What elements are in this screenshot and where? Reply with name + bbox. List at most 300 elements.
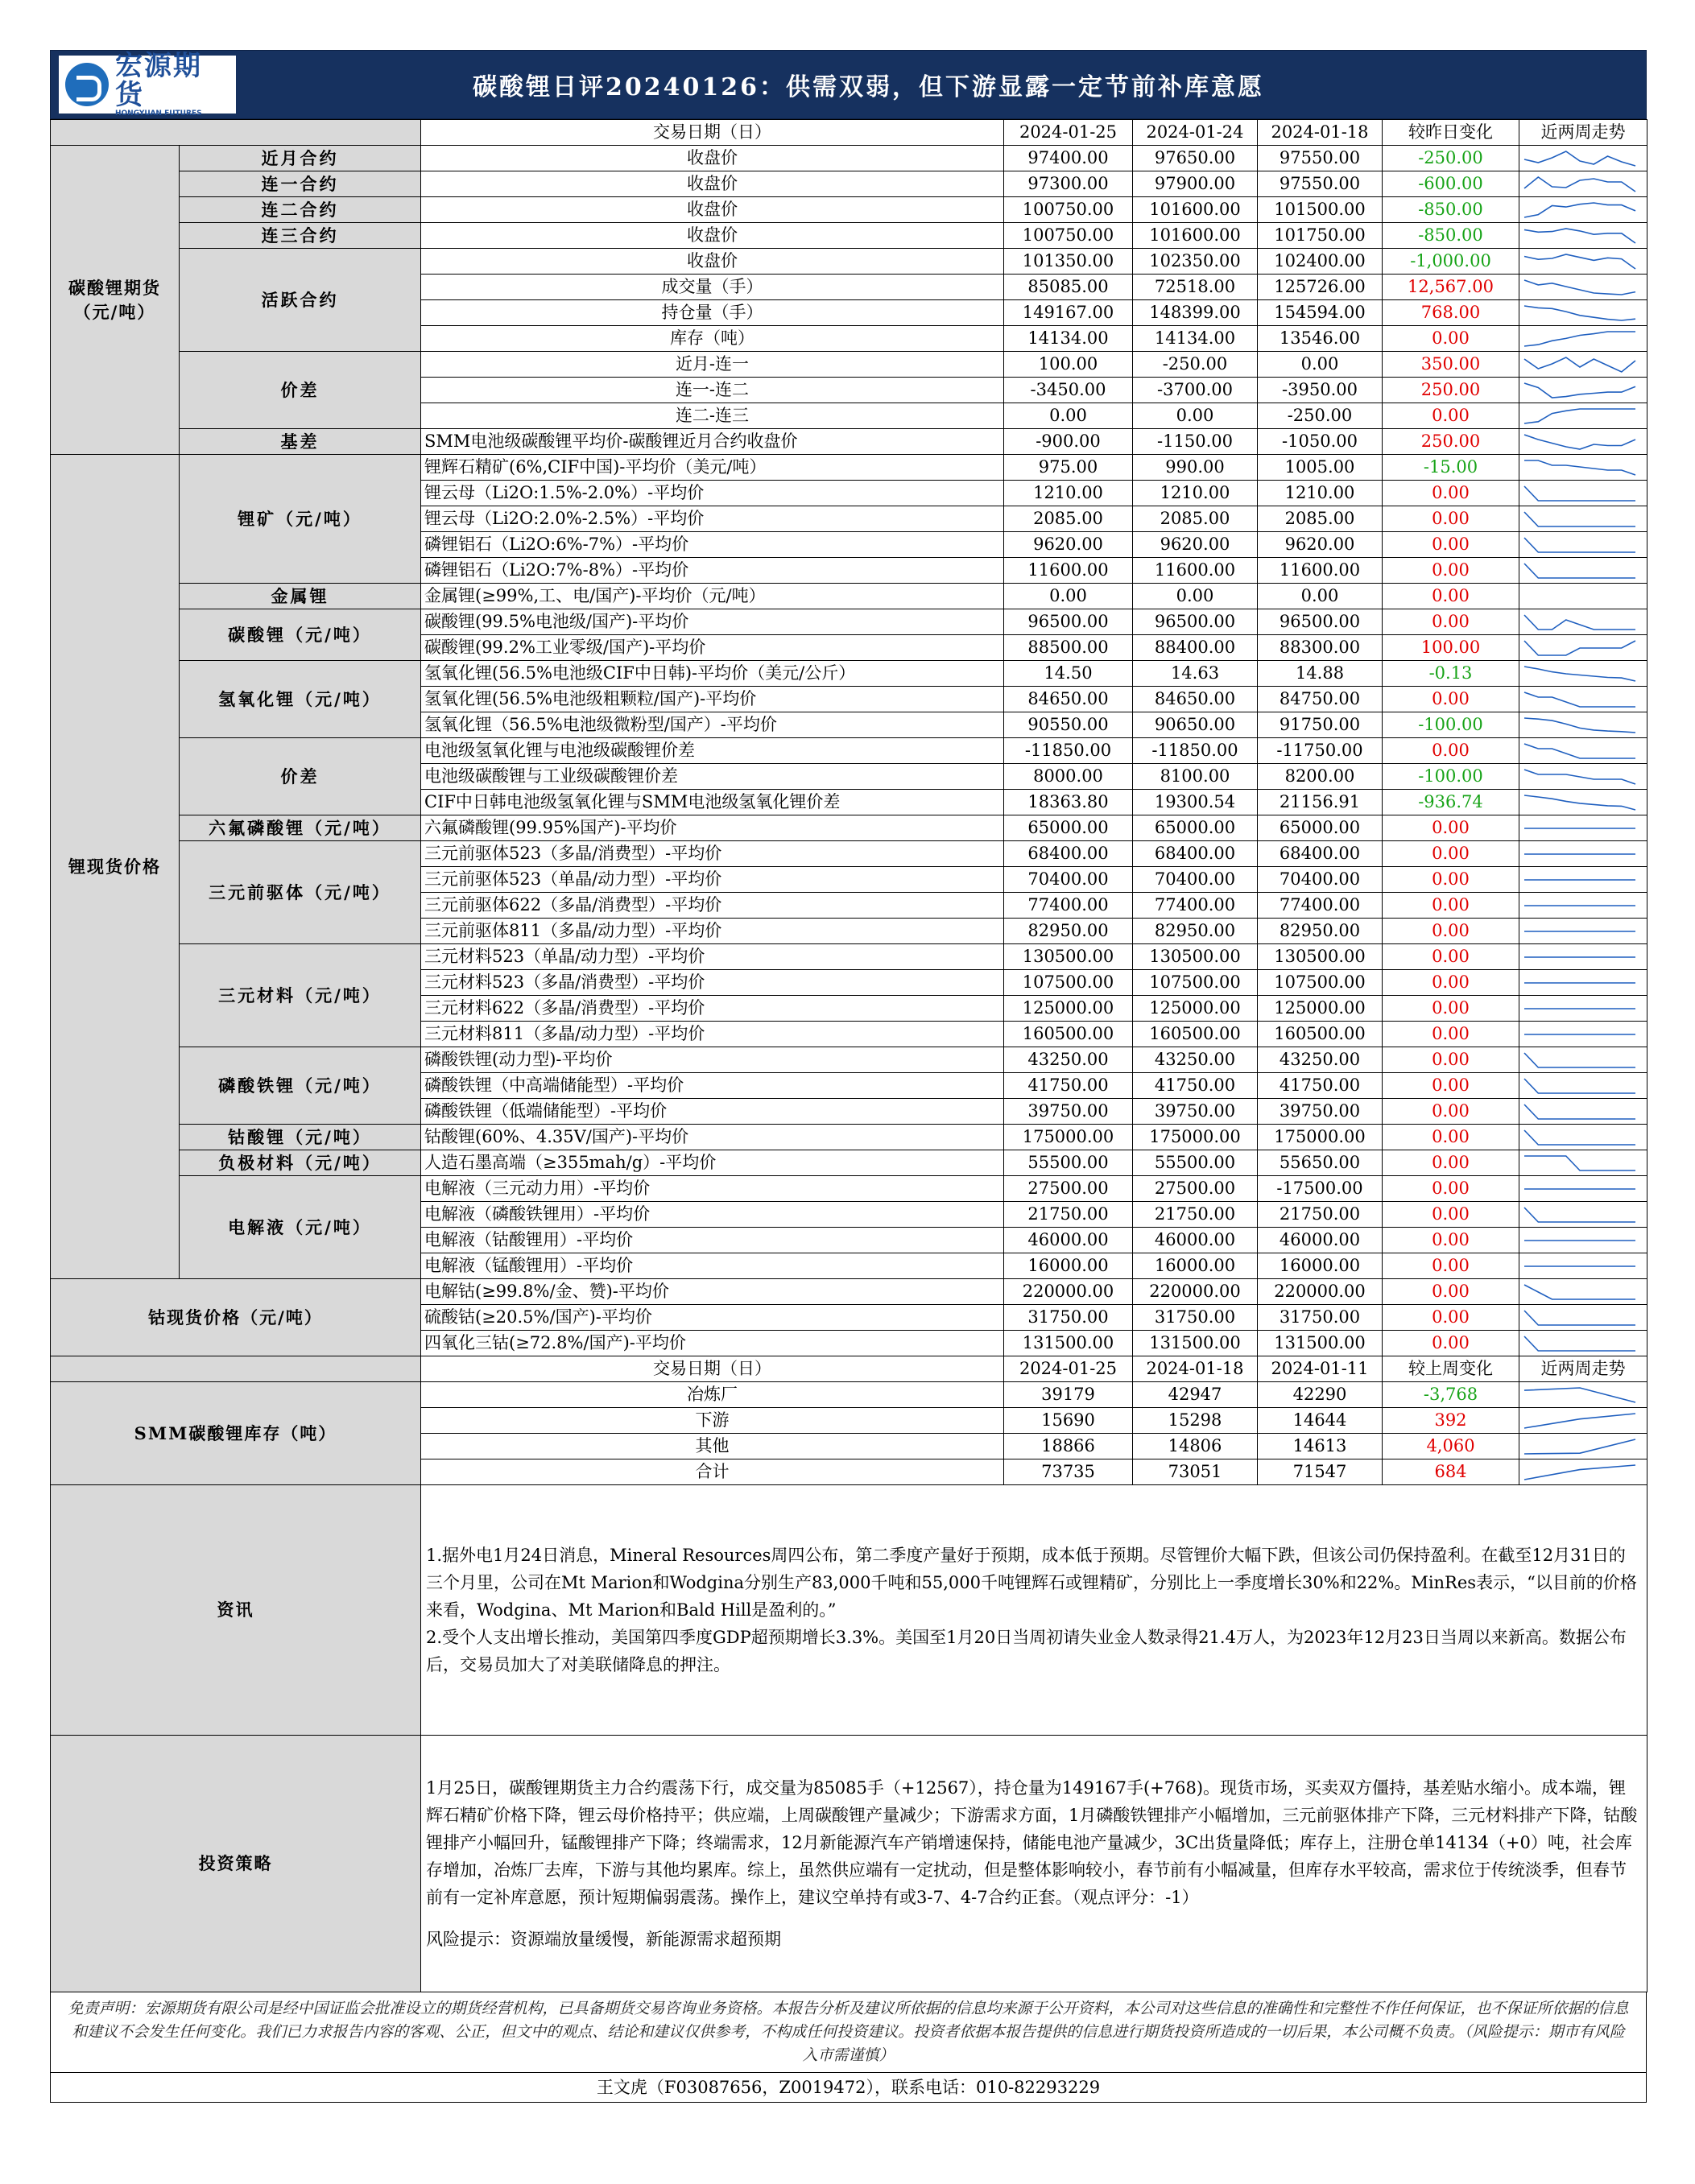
value-date1: 220000.00 [1004,1279,1133,1305]
value-date2: 131500.00 [1133,1331,1258,1356]
sparkline-cell [1519,919,1647,944]
sparkline-chart [1519,1203,1640,1226]
value-date2: 97900.00 [1133,171,1258,197]
value-date1: 125000.00 [1004,996,1133,1022]
sparkline-cell [1519,1228,1647,1253]
sparkline-series [1524,254,1635,269]
sparkline-chart [1519,353,1640,376]
table-row [51,609,1647,635]
sparkline-series [1524,1311,1635,1325]
sparkline-chart [1519,791,1640,814]
header-trend: 近两周走势 [1519,1356,1647,1382]
sparkline-series [1524,151,1635,166]
change-value: 0.00 [1383,1331,1519,1356]
item-label: 电解液（三元动力用）-平均价 [421,1176,1004,1202]
change-value: 0.00 [1383,326,1519,352]
table-row [51,1125,1647,1150]
value-date3: 2085.00 [1258,506,1383,532]
sparkline-cell [1519,815,1647,841]
value-date1: 70400.00 [1004,867,1133,893]
value-date1: 27500.00 [1004,1176,1133,1202]
sparkline-cell [1519,326,1647,352]
value-date1: 73735 [1004,1459,1133,1485]
value-date1: 100750.00 [1004,223,1133,249]
sparkline-series [1524,1285,1635,1299]
value-date3: 0.00 [1258,584,1383,609]
value-date3: -1050.00 [1258,429,1383,455]
sparkline-series [1524,512,1635,526]
sparkline-cell [1519,687,1647,712]
sparkline-cell [1519,455,1647,481]
sparkline-cell [1519,481,1647,506]
sparkline-series [1524,615,1635,630]
item-label: 三元前驱体811（多晶/动力型）-平均价 [421,919,1004,944]
sparkline-cell [1519,197,1647,223]
header-blank [51,120,421,146]
news-paragraph-2: 2.受个人支出增长推动，美国第四季度GDP超预期增长3.3%。美国至1月20日当周初请失业金人数录得21.4万人，为2023年12月23日当周以来新高。数据公布后，交易员加大了对美联储降息的押注。 [426,1628,1627,1674]
item-label: 锂辉石精矿(6%,CIF中国)-平均价（美元/吨） [421,455,1004,481]
disclaimer: 免责声明：宏源期货有限公司是经中国证监会批准设立的期货经营机构，已具备期货交易咨询业务资格。本报告分析及建议所依据的信息均来源于公开资料，本公司对这些信息的准确性和完整性不作任何保证，也不保证所依据的信息和建议不会发生任何变化。我们已力求报告内容的客观、公正，但文中的观点、结论和建议仅供参考，不构成任何投资建议。投资者依据本报告提供的信息进行期货投资所造成的一切后果，本公司概不负责。（风险提示：期市有风险 入市需谨慎） [50,1992,1647,2073]
contact-info: 王文虎（F03087656，Z0019472），联系电话：010-82293229 [50,2073,1647,2103]
sparkline-chart [1519,946,1640,968]
sparkline-cell [1519,944,1647,970]
item-label: 三元材料523（单晶/动力型）-平均价 [421,944,1004,970]
item-label: 三元材料523（多晶/消费型）-平均价 [421,970,1004,996]
sparkline-series [1524,1439,1635,1454]
value-date1: 68400.00 [1004,841,1133,867]
sparkline-series [1524,486,1635,501]
value-date1: 14134.00 [1004,326,1133,352]
item-label: 硫酸钴(≥20.5%/国产)-平均价 [421,1305,1004,1331]
item-label: 库存（吨） [421,326,1004,352]
sparkline-series [1524,435,1635,449]
sparkline-chart [1519,1332,1640,1355]
sparkline-series [1524,357,1635,372]
value-date2: 72518.00 [1133,275,1258,300]
change-value: -3,768 [1383,1382,1519,1408]
sparkline-series [1524,1104,1635,1119]
value-date1: 100750.00 [1004,197,1133,223]
sparkline-cell [1519,738,1647,764]
subcategory-label: 负极材料（元/吨） [180,1150,421,1176]
sparkline-chart [1519,559,1640,582]
sparkline-series [1524,1208,1635,1222]
news-label: 资讯 [51,1485,421,1736]
value-date3: 13546.00 [1258,326,1383,352]
sparkline-chart [1519,894,1640,917]
change-value: 0.00 [1383,532,1519,558]
value-date3: 1210.00 [1258,481,1383,506]
sparkline-chart [1519,1229,1640,1252]
value-date3: 14644 [1258,1408,1383,1434]
change-value: 0.00 [1383,1099,1519,1125]
change-value: 0.00 [1383,1176,1519,1202]
value-date1: -3450.00 [1004,378,1133,403]
change-value: -850.00 [1383,197,1519,223]
value-date3: 101500.00 [1258,197,1383,223]
value-date1: 975.00 [1004,455,1133,481]
value-date3: 88300.00 [1258,635,1383,661]
table-row [51,944,1647,970]
value-date1: 18866 [1004,1434,1133,1459]
company-logo [59,49,236,118]
table-row [51,455,1647,481]
value-date3: 16000.00 [1258,1253,1383,1279]
sparkline-chart [1519,1435,1640,1458]
change-value: 0.00 [1383,1125,1519,1150]
header-change: 较昨日变化 [1383,120,1519,146]
item-label: 成交量（手） [421,275,1004,300]
sparkline-chart [1519,972,1640,994]
value-date2: 46000.00 [1133,1228,1258,1253]
value-date2: 43250.00 [1133,1047,1258,1073]
sparkline-chart [1519,250,1640,273]
data-table [50,119,1647,1992]
change-value: 0.00 [1383,996,1519,1022]
table-header-row [51,1356,1647,1382]
sparkline-chart [1519,431,1640,453]
value-date2: 148399.00 [1133,300,1258,326]
item-label: 锂云母（Li2O:1.5%-2.0%）-平均价 [421,481,1004,506]
sparkline-chart [1519,276,1640,299]
strategy-content [421,1736,1647,1992]
item-label: 磷酸铁锂（中高端储能型）-平均价 [421,1073,1004,1099]
value-date1: -11850.00 [1004,738,1133,764]
sparkline-cell [1519,970,1647,996]
sparkline-chart [1519,199,1640,221]
value-date1: 85085.00 [1004,275,1133,300]
sparkline-chart [1519,869,1640,891]
sparkline-chart [1519,534,1640,556]
table-row [51,429,1647,455]
value-date1: 130500.00 [1004,944,1133,970]
item-label: 电解钴(≥99.8%/金、赞)-平均价 [421,1279,1004,1305]
value-date1: 9620.00 [1004,532,1133,558]
header-blank [51,1356,421,1382]
value-date2: 55500.00 [1133,1150,1258,1176]
value-date2: 68400.00 [1133,841,1258,867]
value-date2: 175000.00 [1133,1125,1258,1150]
change-value: 0.00 [1383,893,1519,919]
value-date3: 82950.00 [1258,919,1383,944]
value-date3: 97550.00 [1258,171,1383,197]
item-label: 氢氧化锂(56.5%电池级CIF中日韩)-平均价（美元/公斤） [421,661,1004,687]
sparkline-chart [1519,997,1640,1020]
sparkline-chart [1519,405,1640,427]
change-value: -250.00 [1383,146,1519,171]
sparkline-chart [1519,843,1640,865]
item-label: CIF中日韩电池级氢氧化锂与SMM电池级氢氧化锂价差 [421,790,1004,815]
value-date1: 8000.00 [1004,764,1133,790]
value-date1: 107500.00 [1004,970,1133,996]
sparkline-cell [1519,1279,1647,1305]
value-date1: 15690 [1004,1408,1133,1434]
value-date2: 21750.00 [1133,1202,1258,1228]
table-row [51,171,1647,197]
value-date2: 0.00 [1133,403,1258,429]
subcategory-label: 六氟磷酸锂（元/吨） [180,815,421,841]
value-date2: 14.63 [1133,661,1258,687]
value-date3: 77400.00 [1258,893,1383,919]
sparkline-cell [1519,378,1647,403]
table-row [51,584,1647,609]
item-label: 三元材料622（多晶/消费型）-平均价 [421,996,1004,1022]
sparkline-cell [1519,146,1647,171]
sparkline-cell [1519,223,1647,249]
sparkline-series [1524,718,1635,733]
value-date3: 39750.00 [1258,1099,1383,1125]
item-label: 碳酸锂(99.2%工业零级/国产)-平均价 [421,635,1004,661]
sparkline-chart [1519,637,1640,659]
sparkline-series [1524,280,1635,295]
header-date-label: 交易日期（日） [421,120,1004,146]
value-date3: 107500.00 [1258,970,1383,996]
sparkline-chart [1519,585,1640,608]
value-date2: 9620.00 [1133,532,1258,558]
value-date1: 55500.00 [1004,1150,1133,1176]
subcategory-label: 价差 [180,352,421,429]
sparkline-series [1524,460,1635,475]
table-row [51,1736,1647,1992]
value-date2: 15298 [1133,1408,1258,1434]
change-value: 0.00 [1383,1253,1519,1279]
item-label: 磷锂铝石（Li2O:6%-7%）-平均价 [421,532,1004,558]
change-value: 0.00 [1383,867,1519,893]
change-value: 12,567.00 [1383,275,1519,300]
sparkline-series [1524,1156,1635,1170]
value-date1: 84650.00 [1004,687,1133,712]
sparkline-chart [1519,714,1640,737]
value-date1: 82950.00 [1004,919,1133,944]
value-date3: 8200.00 [1258,764,1383,790]
value-date2: 88400.00 [1133,635,1258,661]
change-value: 0.00 [1383,687,1519,712]
item-label: 电解液（锰酸锂用）-平均价 [421,1253,1004,1279]
change-value: 0.00 [1383,1073,1519,1099]
table-row [51,661,1647,687]
change-value: -936.74 [1383,790,1519,815]
value-date2: 990.00 [1133,455,1258,481]
value-date3: 102400.00 [1258,249,1383,275]
table-row [51,197,1647,223]
value-date3: 9620.00 [1258,532,1383,558]
value-date2: 14806 [1133,1434,1258,1459]
sparkline-series [1524,409,1635,423]
sparkline-cell [1519,275,1647,300]
value-date1: 96500.00 [1004,609,1133,635]
news-content [421,1485,1647,1736]
value-date3: 11600.00 [1258,558,1383,584]
table-row [51,815,1647,841]
sparkline-series [1524,564,1635,578]
sparkline-cell [1519,1331,1647,1356]
value-date3: 1005.00 [1258,455,1383,481]
value-date3: 130500.00 [1258,944,1383,970]
category-cobalt: 钴现货价格（元/吨） [51,1279,421,1356]
table-row [51,223,1647,249]
change-value: 0.00 [1383,1228,1519,1253]
sparkline-series [1524,1130,1635,1145]
subcategory-label: 金属锂 [180,584,421,609]
value-date3: 14.88 [1258,661,1383,687]
sparkline-series [1524,770,1635,784]
item-label: 持仓量（手） [421,300,1004,326]
change-value: -100.00 [1383,764,1519,790]
sparkline-chart [1519,766,1640,788]
sparkline-cell [1519,1459,1647,1485]
item-label: 金属锂(≥99%,工、电/国产)-平均价（元/吨） [421,584,1004,609]
header-date3: 2024-01-11 [1258,1356,1383,1382]
change-value: 0.00 [1383,1202,1519,1228]
header-date3: 2024-01-18 [1258,120,1383,146]
value-date2: 160500.00 [1133,1022,1258,1047]
value-date2: 125000.00 [1133,996,1258,1022]
value-date2: 27500.00 [1133,1176,1258,1202]
value-date3: 46000.00 [1258,1228,1383,1253]
sparkline-chart [1519,508,1640,531]
value-date1: 14.50 [1004,661,1133,687]
change-value: -15.00 [1383,455,1519,481]
value-date3: 55650.00 [1258,1150,1383,1176]
logo-cn-text: 宏源期货 [115,49,202,111]
value-date2: -3700.00 [1133,378,1258,403]
sparkline-cell [1519,1125,1647,1150]
item-label: 电池级氢氧化锂与电池级碳酸锂价差 [421,738,1004,764]
item-label: 连一-连二 [421,378,1004,403]
table-row [51,1485,1647,1736]
sparkline-cell [1519,841,1647,867]
change-value: -1,000.00 [1383,249,1519,275]
value-date2: 14134.00 [1133,326,1258,352]
subcategory-label: 三元材料（元/吨） [180,944,421,1047]
sparkline-series [1524,538,1635,552]
value-date3: -11750.00 [1258,738,1383,764]
change-value: 0.00 [1383,1279,1519,1305]
item-label: 四氧化三钴(≥72.8%/国产)-平均价 [421,1331,1004,1356]
sparkline-chart [1519,379,1640,402]
sparkline-series [1524,795,1635,810]
item-label: 电池级碳酸锂与工业级碳酸锂价差 [421,764,1004,790]
value-date2: 84650.00 [1133,687,1258,712]
value-date3: 71547 [1258,1459,1383,1485]
change-value: 100.00 [1383,635,1519,661]
sparkline-series [1524,641,1635,655]
value-date2: 101600.00 [1133,197,1258,223]
sparkline-chart [1519,1410,1640,1432]
table-row [51,249,1647,275]
value-date1: 1210.00 [1004,481,1133,506]
change-value: 250.00 [1383,429,1519,455]
sparkline-cell [1519,1022,1647,1047]
change-value: 684 [1383,1459,1519,1485]
table-row [51,1150,1647,1176]
sparkline-chart [1519,1152,1640,1175]
item-label: 钴酸锂(60%、4.35V/国产)-平均价 [421,1125,1004,1150]
value-date3: 31750.00 [1258,1305,1383,1331]
subcategory-label: 活跃合约 [180,249,421,352]
sparkline-chart [1519,1075,1640,1097]
value-date3: 70400.00 [1258,867,1383,893]
value-date3: 43250.00 [1258,1047,1383,1073]
value-date3: 65000.00 [1258,815,1383,841]
table-row [51,738,1647,764]
item-label: 人造石墨高端（≥355mah/g）-平均价 [421,1150,1004,1176]
logo-icon [65,63,109,106]
change-value: 0.00 [1383,970,1519,996]
value-date1: 41750.00 [1004,1073,1133,1099]
sparkline-chart [1519,817,1640,840]
value-date3: 0.00 [1258,352,1383,378]
value-date1: 100.00 [1004,352,1133,378]
value-date2: 39750.00 [1133,1099,1258,1125]
value-date2: 41750.00 [1133,1073,1258,1099]
item-label: 收盘价 [421,146,1004,171]
value-date3: 14613 [1258,1434,1383,1459]
category-futures: 碳酸锂期货（元/吨） [51,146,180,455]
value-date2: 82950.00 [1133,919,1258,944]
sparkline-chart [1519,456,1640,479]
value-date1: 65000.00 [1004,815,1133,841]
change-value: 0.00 [1383,1022,1519,1047]
table-row [51,1279,1647,1305]
change-value: 350.00 [1383,352,1519,378]
value-date2: 101600.00 [1133,223,1258,249]
strategy-label: 投资策略 [51,1736,421,1992]
news-paragraph-1: 1.据外电1月24日消息，Mineral Resources周四公布，第二季度产量好于预期，成本低于预期。尽管锂价大幅下跌，但该公司仍保持盈利。在截至12月31日的三个月里，公司在Mt Marion和Wodgina分别生产83,000千吨和55,000千吨锂辉石或锂精矿，分别比上一季度增长30%和22%。MinRes表示，“以目前的价格来看，Wodgina、Mt Marion和Bald Hill是盈利的。” [426,1546,1637,1620]
change-value: 0.00 [1383,1150,1519,1176]
sparkline-cell [1519,1202,1647,1228]
value-date1: 97400.00 [1004,146,1133,171]
sparkline-cell [1519,1253,1647,1279]
sparkline-chart [1519,1384,1640,1406]
value-date1: 0.00 [1004,403,1133,429]
sparkline-chart [1519,663,1640,685]
sparkline-cell [1519,712,1647,738]
sparkline-chart [1519,1100,1640,1123]
sparkline-cell [1519,635,1647,661]
subcategory-label: 连二合约 [180,197,421,223]
sparkline-cell [1519,584,1647,609]
table-header-row [51,120,1647,146]
item-label: SMM电池级碳酸锂平均价-碳酸锂近月合约收盘价 [421,429,1004,455]
change-value: 0.00 [1383,841,1519,867]
value-date3: -3950.00 [1258,378,1383,403]
change-value: 0.00 [1383,815,1519,841]
sparkline-cell [1519,790,1647,815]
sparkline-cell [1519,506,1647,532]
item-label: 磷酸铁锂(动力型)-平均价 [421,1047,1004,1073]
value-date2: 31750.00 [1133,1305,1258,1331]
subcategory-label: 磷酸铁锂（元/吨） [180,1047,421,1125]
value-date1: 149167.00 [1004,300,1133,326]
value-date3: 68400.00 [1258,841,1383,867]
category-spot: 锂现货价格 [51,455,180,1279]
subcategory-label: 电解液（元/吨） [180,1176,421,1279]
value-date3: 42290 [1258,1382,1383,1408]
item-label: 近月-连一 [421,352,1004,378]
change-value: 0.00 [1383,558,1519,584]
item-label: 收盘价 [421,197,1004,223]
value-date1: 16000.00 [1004,1253,1133,1279]
sparkline-chart [1519,225,1640,247]
value-date1: 18363.80 [1004,790,1133,815]
subcategory-label: 钴酸锂（元/吨） [180,1125,421,1150]
subcategory-label: 连一合约 [180,171,421,197]
item-label: 碳酸锂(99.5%电池级/国产)-平均价 [421,609,1004,635]
sparkline-chart [1519,1307,1640,1329]
value-date3: 125000.00 [1258,996,1383,1022]
change-value: 0.00 [1383,584,1519,609]
